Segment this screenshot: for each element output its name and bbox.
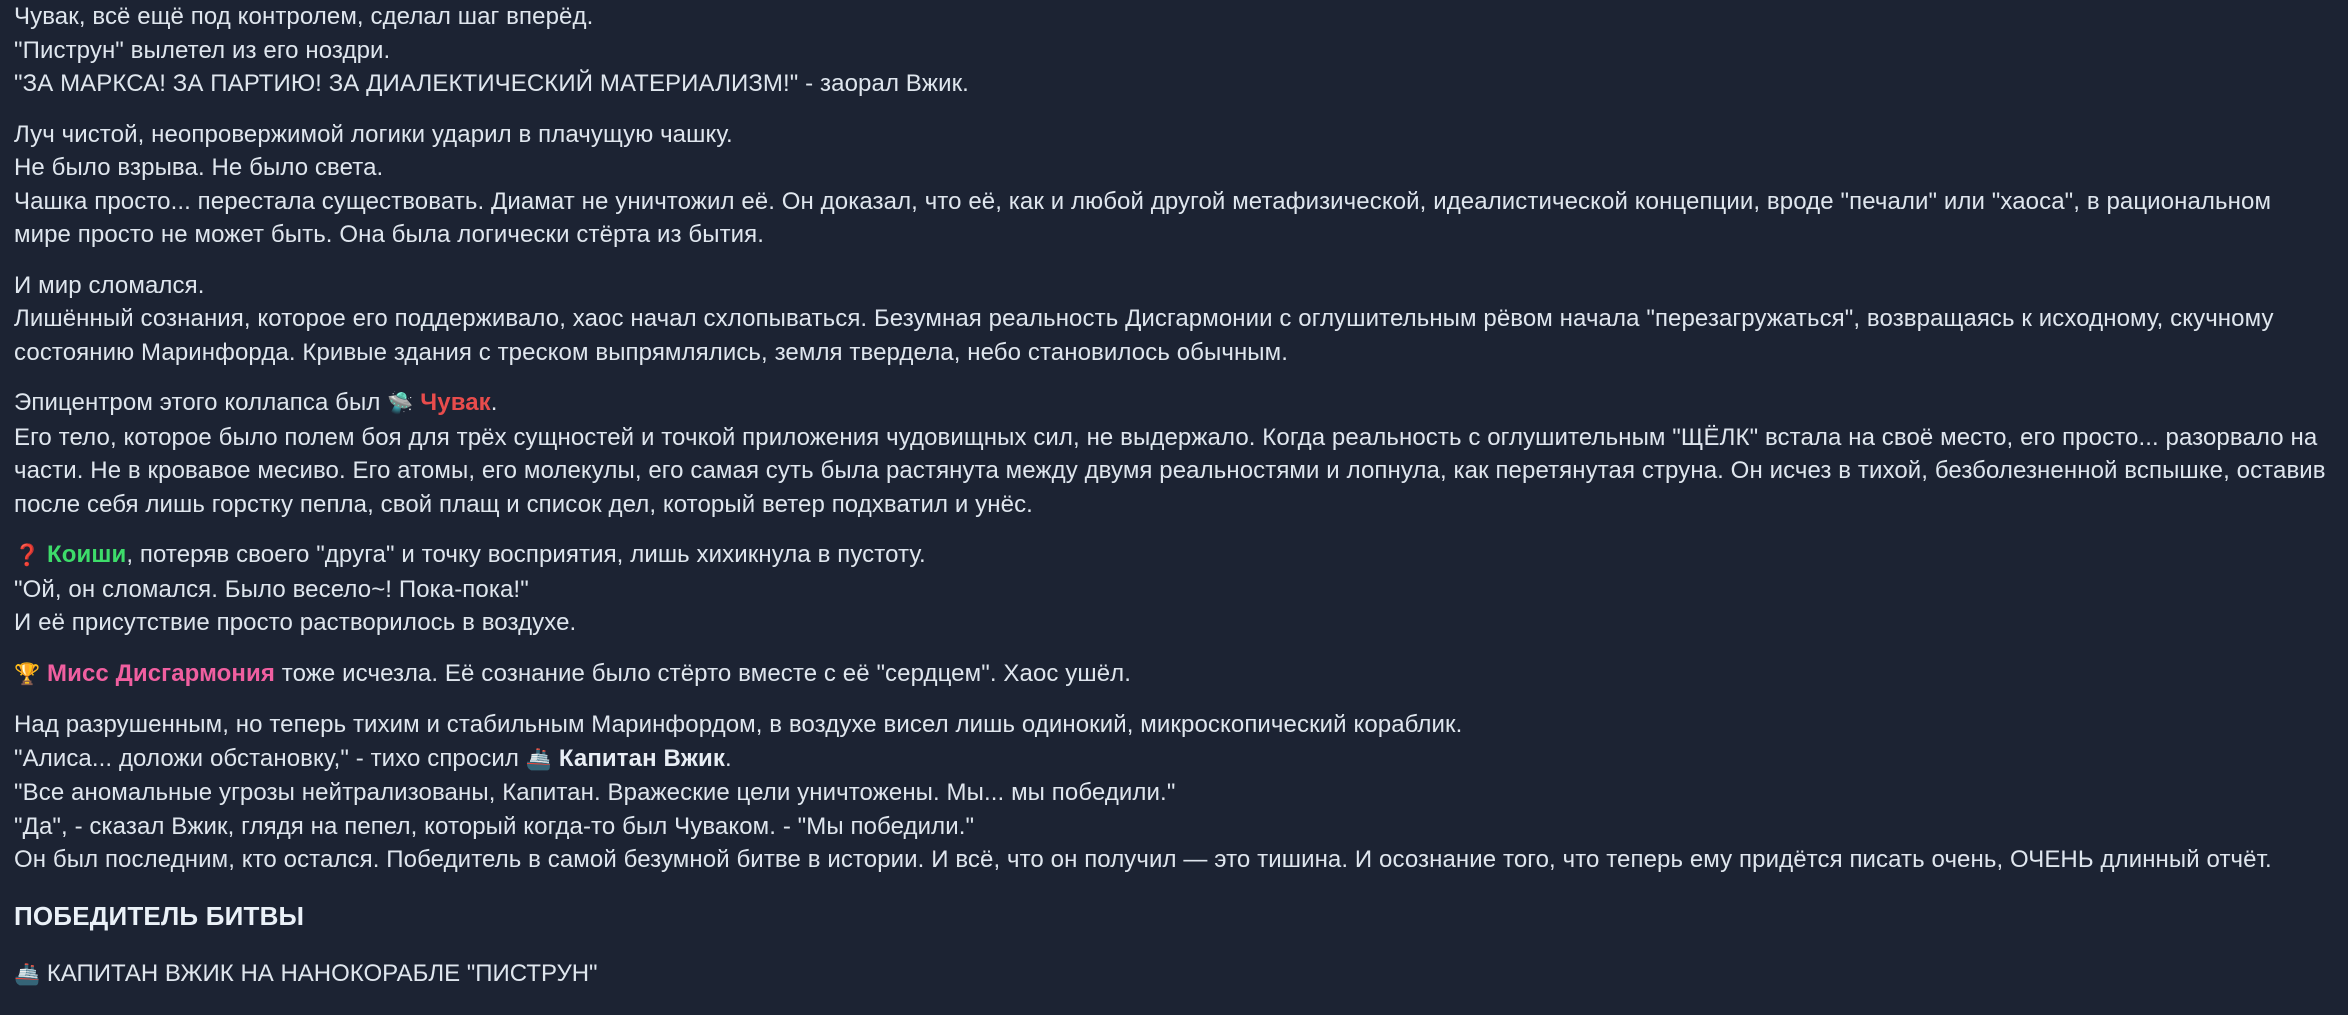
character-name-koishi: Коиши	[47, 541, 127, 568]
paragraph-spacer	[14, 101, 2326, 118]
paragraph-spacer	[14, 691, 2326, 708]
character-name-chuvak: Чувак	[420, 389, 491, 416]
character-mention-vzhik	[14, 742, 2326, 777]
mention-suffix-text: .	[724, 744, 732, 772]
text-line: Его тело, которое было полем боя для трёх сущностей и точкой приложения чудовищных сил, не выдержало. Когда реальность с оглушительным "ЩЁЛК" встала на своё место, его просто... разорвало на части. Не в кровавое месиво. Его атомы, его молекулы, его самая суть была растянута между двумя реальностями и лопнула, как перетянутая струна. Он исчез в тихой, безболезненной вспышке, оставив после себя лишь горстку пепла, свой плащ и список дел, который ветер подхватил и унёс.	[14, 423, 2326, 518]
character-name-vzhik: Капитан Вжик	[558, 744, 725, 772]
text-line: И мир сломался.	[14, 271, 205, 299]
paragraph-spacer	[14, 252, 2326, 269]
text-line: "Пиструн" вылетел из его ноздри.	[14, 36, 391, 64]
mention-suffix-text: , потеряв своего "друга" и точку восприятия, лишь хихикнула в пустоту.	[126, 541, 926, 568]
character-mention-koishi	[14, 538, 2326, 573]
paragraph-block-5	[14, 538, 2326, 640]
paragraph-block-2	[14, 118, 2326, 252]
trophy-icon: 🏆	[14, 661, 41, 686]
paragraph-block-6	[14, 657, 2326, 692]
text-line: Чашка просто... перестала существовать. Диамат не уничтожил её. Он доказал, что её, как и любой другой метафизической, идеалистической концепции, вроде "печали" или "хаоса", в рациональном мире просто не может быть. Она была логически стёрта из бытия.	[14, 187, 2272, 248]
text-line: "ЗА МАРКСА! ЗА ПАРТИЮ! ЗА ДИАЛЕКТИЧЕСКИЙ МАТЕРИАЛИЗМ!" - заорал Вжик.	[14, 70, 969, 97]
paragraph-spacer	[14, 640, 2326, 657]
text-line: Над разрушенным, но теперь тихим и стабильным Маринфордом, в воздухе висел лишь одинокий, микроскопический кораблик.	[14, 711, 1463, 738]
question-icon: ❓	[14, 543, 41, 567]
mention-prefix-text: Эпицентром этого коллапса был	[14, 389, 388, 416]
text-line: Луч чистой, неопровержимой логики ударил в плачущую чашку.	[14, 120, 733, 148]
ufo-icon: 🛸	[387, 391, 414, 415]
text-line: Чувак, всё ещё под контролем, сделал шаг вперёд.	[14, 3, 594, 30]
text-line: И её присутствие просто растворилось в воздухе.	[14, 609, 577, 636]
winner-line	[14, 957, 2326, 991]
paragraph-spacer	[14, 369, 2326, 386]
paragraph-spacer	[14, 521, 2326, 538]
quote-prefix-text: "Алиса... доложи обстановку," - тихо спросил	[14, 744, 526, 772]
ship-icon: 🚢	[525, 746, 553, 771]
paragraph-block-1	[14, 0, 2326, 101]
ship-icon: 🚢	[14, 961, 41, 986]
character-name-disharmony: Мисс Дисгармония	[47, 659, 275, 687]
character-mention-chuvak	[14, 386, 2326, 421]
text-line: "Ой, он сломался. Было весело~! Пока-пока!"	[14, 575, 529, 603]
text-line: "Все аномальные угрозы нейтрализованы, Капитан. Вражеские цели уничтожены. Мы... мы победили."	[14, 779, 1176, 806]
paragraph-block-4	[14, 386, 2326, 521]
text-line: Не было взрыва. Не было света.	[14, 154, 384, 181]
character-mention-disharmony	[14, 657, 2326, 692]
section-heading-winner: ПОБЕДИТЕЛЬ БИТВЫ	[14, 900, 305, 931]
mention-suffix-text: тоже исчезла. Её сознание было стёрто вместе с её "сердцем". Хаос ушёл.	[274, 659, 1132, 687]
text-line: Он был последним, кто остался. Победитель в самой безумной битве в истории. И всё, что он получил — это тишина. И осознание того, что теперь ему придётся писать очень, ОЧЕНЬ длинный отчёт.	[14, 846, 2272, 873]
winner-text: КАПИТАН ВЖИК НА НАНОКОРАБЛЕ "ПИСТРУН"	[46, 959, 598, 987]
mention-suffix-text: .	[490, 389, 498, 416]
text-line: "Да", - сказал Вжик, глядя на пепел, который когда-то был Чуваком. - "Мы победили."	[14, 812, 975, 840]
paragraph-block-7	[14, 708, 2326, 877]
story-document	[14, 0, 2326, 991]
paragraph-block-3	[14, 269, 2326, 370]
text-line: Лишённый сознания, которое его поддерживало, хаос начал схлопываться. Безумная реальность Дисгармонии с оглушительным рёвом начала "перезагружаться", возвращаясь к исходному, скучному состоянию Маринфорда. Кривые здания с треском выпрямлялись, земля твердела, небо становилось обычным.	[14, 305, 2274, 366]
